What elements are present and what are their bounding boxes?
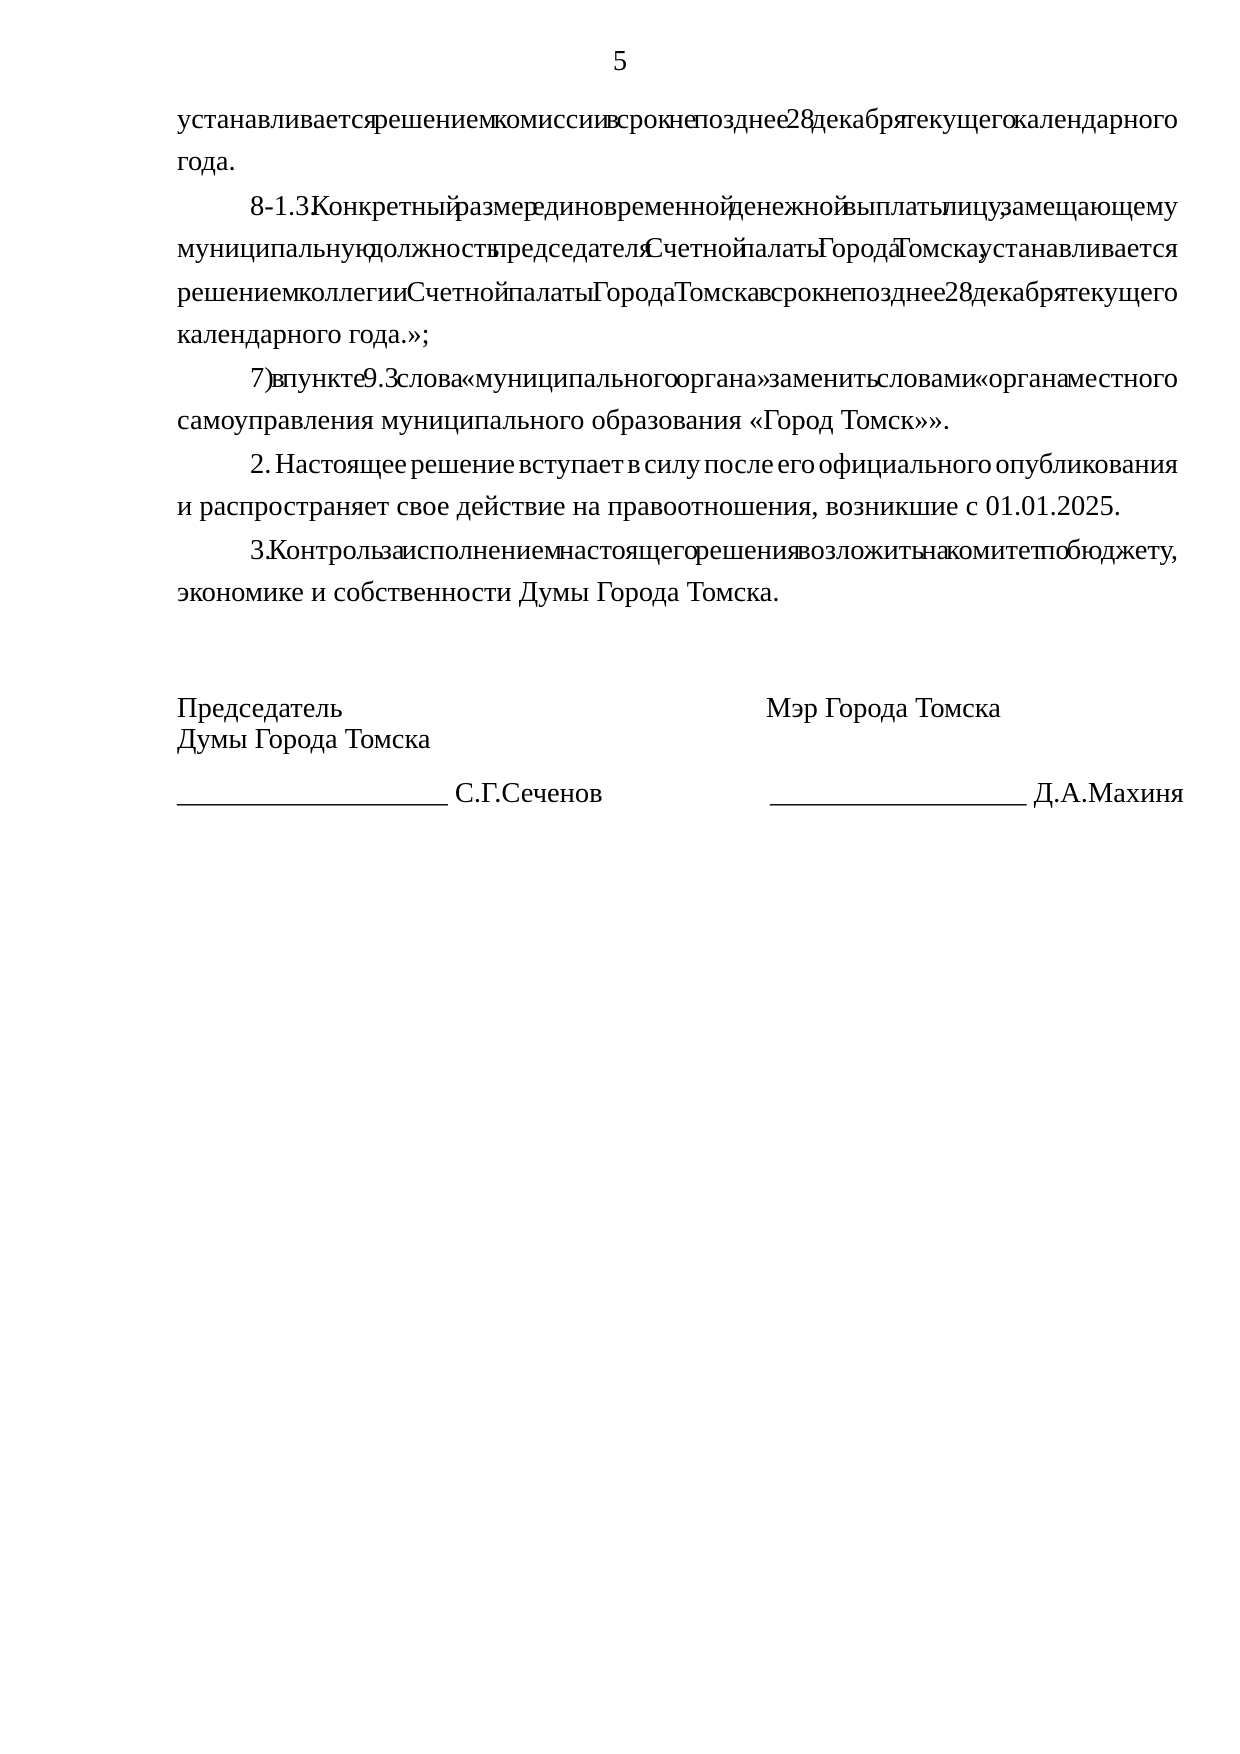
paragraph-line: 3. Контроль за исполнением настоящего решения возложить на комитет по бюджету,: [250, 535, 1178, 566]
paragraph-line: муниципальную должность председателя Счетной палаты Города Томска, устанавливается: [177, 233, 1178, 264]
left-signatory-org: Думы Города Томска: [177, 724, 431, 755]
paragraph-line: календарного года.»;: [177, 319, 430, 350]
paragraph-line: и распространяет свое действие на правоотношения, возникшие с 01.01.2025.: [177, 491, 1121, 522]
paragraph-line: решением коллегии Счетной палаты Города Томска в срок не позднее 28 декабря текущего: [177, 277, 1178, 308]
left-signatory-title: Председатель: [177, 693, 343, 724]
paragraph-line: 2. Настоящее решение вступает в силу после его официального опубликования: [250, 449, 1178, 480]
paragraph-line: экономике и собственности Думы Города Томска.: [177, 577, 780, 608]
right-signature-line: __________________ Д.А.Махиня: [770, 778, 1184, 809]
paragraph-line: самоуправления муниципального образования «Город Томск»».: [177, 405, 950, 436]
paragraph-line: года.: [177, 146, 236, 177]
paragraph-line: устанавливается решением комиссии в срок не позднее 28 декабря текущего календарного: [177, 104, 1178, 135]
paragraph-line: 8-1.3. Конкретный размер единовременной денежной выплаты лицу, замещающему: [250, 191, 1178, 222]
paragraph-line: 7) в пункте 9.3 слова «муниципального органа» заменить словами «органа местного: [250, 363, 1178, 394]
page-number: 5: [612, 46, 628, 77]
right-signatory-title: Мэр Города Томска: [766, 693, 1001, 724]
left-signature-line: ___________________ С.Г.Сеченов: [177, 778, 603, 809]
